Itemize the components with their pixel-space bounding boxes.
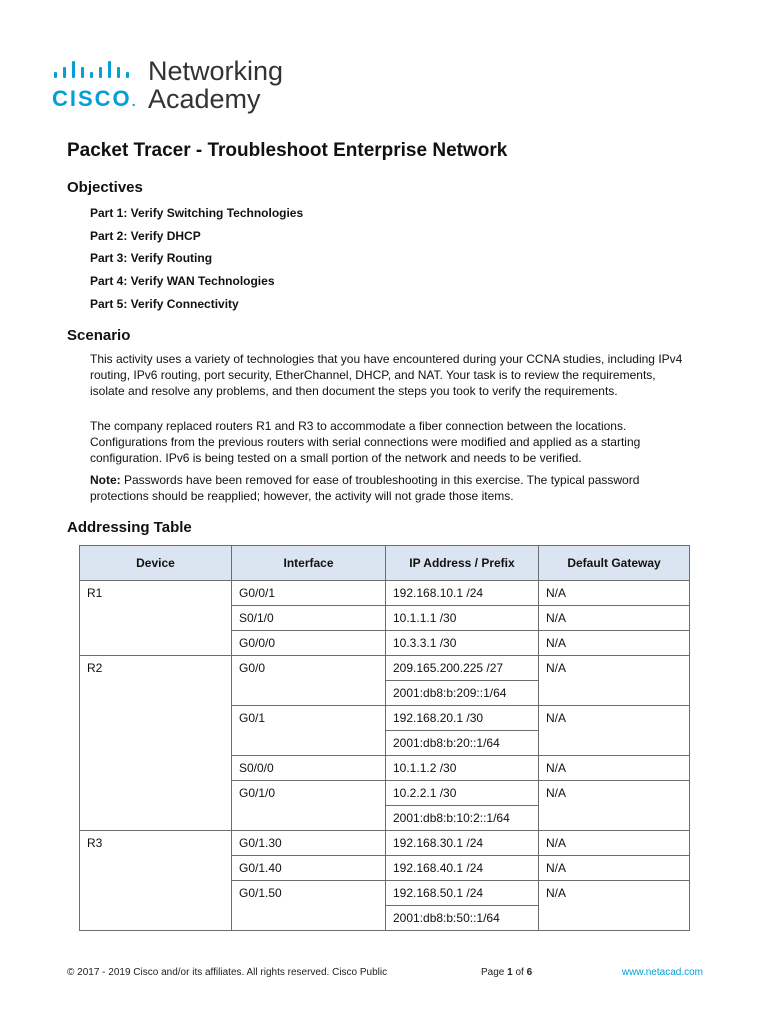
column-header-interface: Interface [232,546,386,581]
objective-item: Part 4: Verify WAN Technologies [90,274,275,289]
page-total: 6 [526,967,533,978]
gateway-cell: N/A [539,581,690,606]
column-header-gateway: Default Gateway [539,546,690,581]
ip-cell: 2001:db8:b:50::1/64 [386,906,539,931]
gateway-cell: N/A [539,606,690,631]
gateway-cell: N/A [539,856,690,881]
ip-cell: 10.1.1.2 /30 [386,756,539,781]
table-row [80,656,690,681]
objectives-list [90,206,303,319]
cisco-wordmark: CISCO. [52,86,138,111]
interface-cell: G0/1/0 [232,781,386,831]
logo-networking-text: Networking [148,56,284,86]
scenario-heading: Scenario [67,327,131,344]
ip-cell: 192.168.10.1 /24 [386,581,539,606]
gateway-cell: N/A [539,631,690,656]
objective-item: Part 5: Verify Connectivity [90,296,239,311]
interface-cell: G0/1.40 [232,856,386,881]
gateway-cell: N/A [539,831,690,856]
column-header-device: Device [80,546,232,581]
website-link[interactable]: www.netacad.com [621,967,703,978]
page-number: 1 [507,967,513,978]
addressing-table-heading: Addressing Table [67,519,192,536]
table-row [80,581,690,606]
ip-cell: 209.165.200.225 /27 [386,656,539,681]
interface-cell: G0/0/0 [232,631,386,656]
page-prefix: Page [481,967,508,978]
gateway-cell: N/A [539,656,690,706]
copyright-text: © 2017 - 2019 Cisco and/or its affiliates. All rights reserved. Cisco Public [67,967,388,978]
interface-cell: G0/1.50 [232,881,386,931]
ip-cell: 10.1.1.1 /30 [386,606,539,631]
objective-item: Part 1: Verify Switching Technologies [90,206,304,220]
table-header-row [80,546,690,581]
ip-cell: 10.2.2.1 /30 [386,781,539,806]
gateway-cell: N/A [539,706,690,756]
gateway-cell: N/A [539,881,690,931]
cisco-networking-academy-logo [52,56,312,118]
device-cell: R1 [80,581,232,656]
objective-item: Part 2: Verify DHCP [90,228,201,243]
interface-cell: G0/1.30 [232,831,386,856]
objectives-heading: Objectives [67,179,143,196]
ip-cell: 2001:db8:b:20::1/64 [386,731,539,756]
objective-item: Part 3: Verify Routing [90,251,213,266]
page-indicator [481,967,532,978]
interface-cell: G0/0 [232,656,386,706]
ip-cell: 192.168.20.1 /30 [386,706,539,731]
ip-cell: 2001:db8:b:10:2::1/64 [386,806,539,831]
page-of: of [512,967,527,978]
ip-cell: 192.168.30.1 /24 [386,831,539,856]
ip-cell: 192.168.40.1 /24 [386,856,539,881]
device-cell: R3 [80,831,232,931]
addressing-table [79,545,690,931]
note-label: Note: [90,473,121,487]
document-title: Packet Tracer - Troubleshoot Enterprise Network [67,140,508,161]
interface-cell: S0/0/0 [232,756,386,781]
interface-cell: G0/0/1 [232,581,386,606]
gateway-cell: N/A [539,756,690,781]
scenario-paragraph-2: The company replaced routers R1 and R3 to accommodate a fiber connection between the locations. Configurations from the previous routers with serial connections were modified and applied as a starting configuration. IPv6 is being tested on a small portion of the network and needs to be verified. [90,419,641,465]
ip-cell: 10.3.3.1 /30 [386,631,539,656]
ip-cell: 2001:db8:b:209::1/64 [386,681,539,706]
logo-academy-text: Academy [148,84,261,114]
cisco-bars-icon [52,60,144,78]
scenario-paragraph-1: This activity uses a variety of technologies that you have encountered during your CCNA studies, including IPv4 routing, IPv6 routing, port security, EtherChannel, DHCP, and NAT. Your task is to review the requirements, isolate and resolve any problems, and then document the steps you took to verify the requirements. [90,352,683,398]
column-header-ip: IP Address / Prefix [386,546,539,581]
ip-cell: 192.168.50.1 /24 [386,881,539,906]
device-cell: R2 [80,656,232,831]
note-text: Passwords have been removed for ease of troubleshooting in this exercise. The typical password protections should be reapplied; however, the activity will not grade those items. [90,473,640,503]
gateway-cell: N/A [539,781,690,831]
interface-cell: G0/1 [232,706,386,756]
table-row [80,831,690,856]
interface-cell: S0/1/0 [232,606,386,631]
scenario-note [90,473,685,505]
